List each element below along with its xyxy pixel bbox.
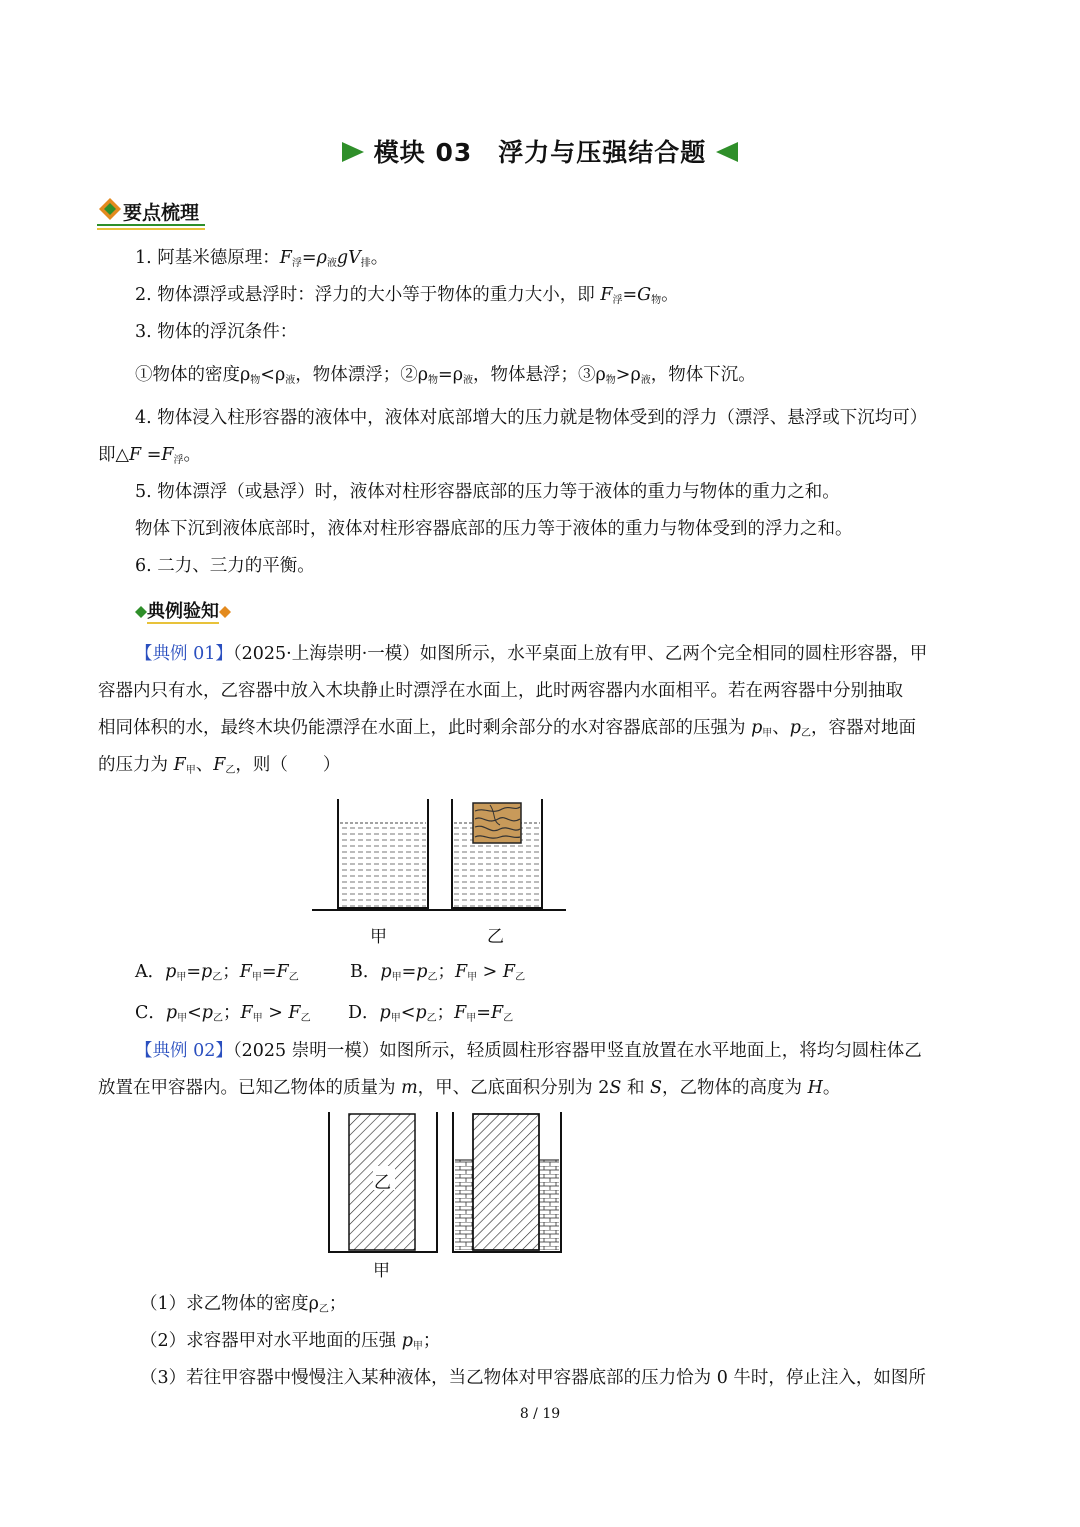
example-01-line-4: 的压力为 F甲、F乙，则（ ） (98, 755, 341, 776)
question-2: （2）求容器甲对水平地面的压强 p甲； (140, 1331, 441, 1352)
point-4-cont: 即△F =F浮。 (98, 445, 202, 466)
diamond-icon (97, 196, 123, 222)
example-02-line-2: 放置在甲容器内。已知乙物体的质量为 m，甲、乙底面积分别为 2S 和 S，乙物体的高度为 H。 (98, 1078, 841, 1098)
point-6: 6. 二力、三力的平衡。 (135, 556, 315, 576)
figure-label-yi: 乙 (487, 927, 504, 947)
figure-label-jia: 甲 (370, 927, 387, 947)
section-heading-examples: 典例验知 (135, 597, 231, 623)
figure-label-yi: 乙 (374, 1173, 391, 1193)
point-3-conditions: ①物体的密度ρ物<ρ液，物体漂浮；②ρ物=ρ液，物体悬浮；③ρ物>ρ液，物体下沉。 (135, 365, 756, 386)
wood-block (473, 803, 521, 843)
question-3: （3）若往甲容器中慢慢注入某种液体，当乙物体对甲容器底部的压力恰为 0 牛时，停止注入，如图所 (140, 1368, 926, 1388)
arrow-left-icon (716, 142, 738, 162)
page-title: 模块 03 浮力与压强结合题 (0, 133, 1080, 169)
diamond-icon (219, 606, 231, 618)
arrow-right-icon (342, 142, 364, 162)
heading-underline (97, 224, 205, 226)
figure-containers-wood-block (310, 795, 570, 915)
example-02-line-1: 【典例 02】（2025 崇明一模）如图所示，轻质圆柱形容器甲竖直放置在水平地面上，将均匀圆柱体乙 (135, 1041, 922, 1061)
option-b[interactable]: B．p甲=p乙；F甲 > F乙 (350, 962, 526, 983)
point-1: 1. 阿基米德原理：F浮=ρ液gV排。 (135, 248, 389, 269)
diamond-icon (135, 606, 147, 618)
option-c[interactable]: C．p甲<p乙；F甲 > F乙 (135, 1003, 311, 1024)
page-number: 8 / 19 (519, 1406, 561, 1422)
point-4: 4. 物体浸入柱形容器的液体中，液体对底部增大的压力就是物体受到的浮力（漂浮、悬浮或下沉均可） (135, 408, 928, 428)
example-label: 【典例 02】 (135, 1041, 233, 1061)
point-2: 2. 物体漂浮或悬浮时：浮力的大小等于物体的重力大小，即 F浮=G物。 (135, 285, 679, 306)
question-1: （1）求乙物体的密度ρ乙； (140, 1294, 347, 1315)
figure-cylinders (325, 1110, 570, 1258)
figure-label-jia: 甲 (373, 1261, 390, 1281)
point-5-cont: 物体下沉到液体底部时，液体对柱形容器底部的压力等于液体的重力与物体受到的浮力之和。 (135, 519, 853, 539)
point-5: 5. 物体漂浮（或悬浮）时，液体对柱形容器底部的压力等于液体的重力与物体的重力之和。 (135, 482, 840, 502)
example-01-line-2: 容器内只有水，乙容器中放入木块静止时漂浮在水面上，此时两容器内水面相平。若在两容器中分别抽取 (98, 681, 903, 701)
option-a[interactable]: A．p甲=p乙；F甲=F乙 (135, 962, 299, 983)
point-3: 3. 物体的浮沉条件： (135, 322, 298, 342)
option-d[interactable]: D．p甲<p乙；F甲=F乙 (348, 1003, 514, 1024)
heading-underline-2 (97, 228, 205, 230)
example-01-line-3: 相同体积的水，最终木块仍能漂浮在水面上，此时剩余部分的水对容器底部的压强为 p甲、p乙，容器对地面 (98, 718, 916, 739)
example-label: 【典例 01】 (135, 644, 233, 664)
cylinder-yi-in-liquid (473, 1114, 539, 1250)
example-01-line-1: 【典例 01】（2025·上海崇明·一模）如图所示，水平桌面上放有甲、乙两个完全相同的圆柱形容器，甲 (135, 644, 928, 664)
